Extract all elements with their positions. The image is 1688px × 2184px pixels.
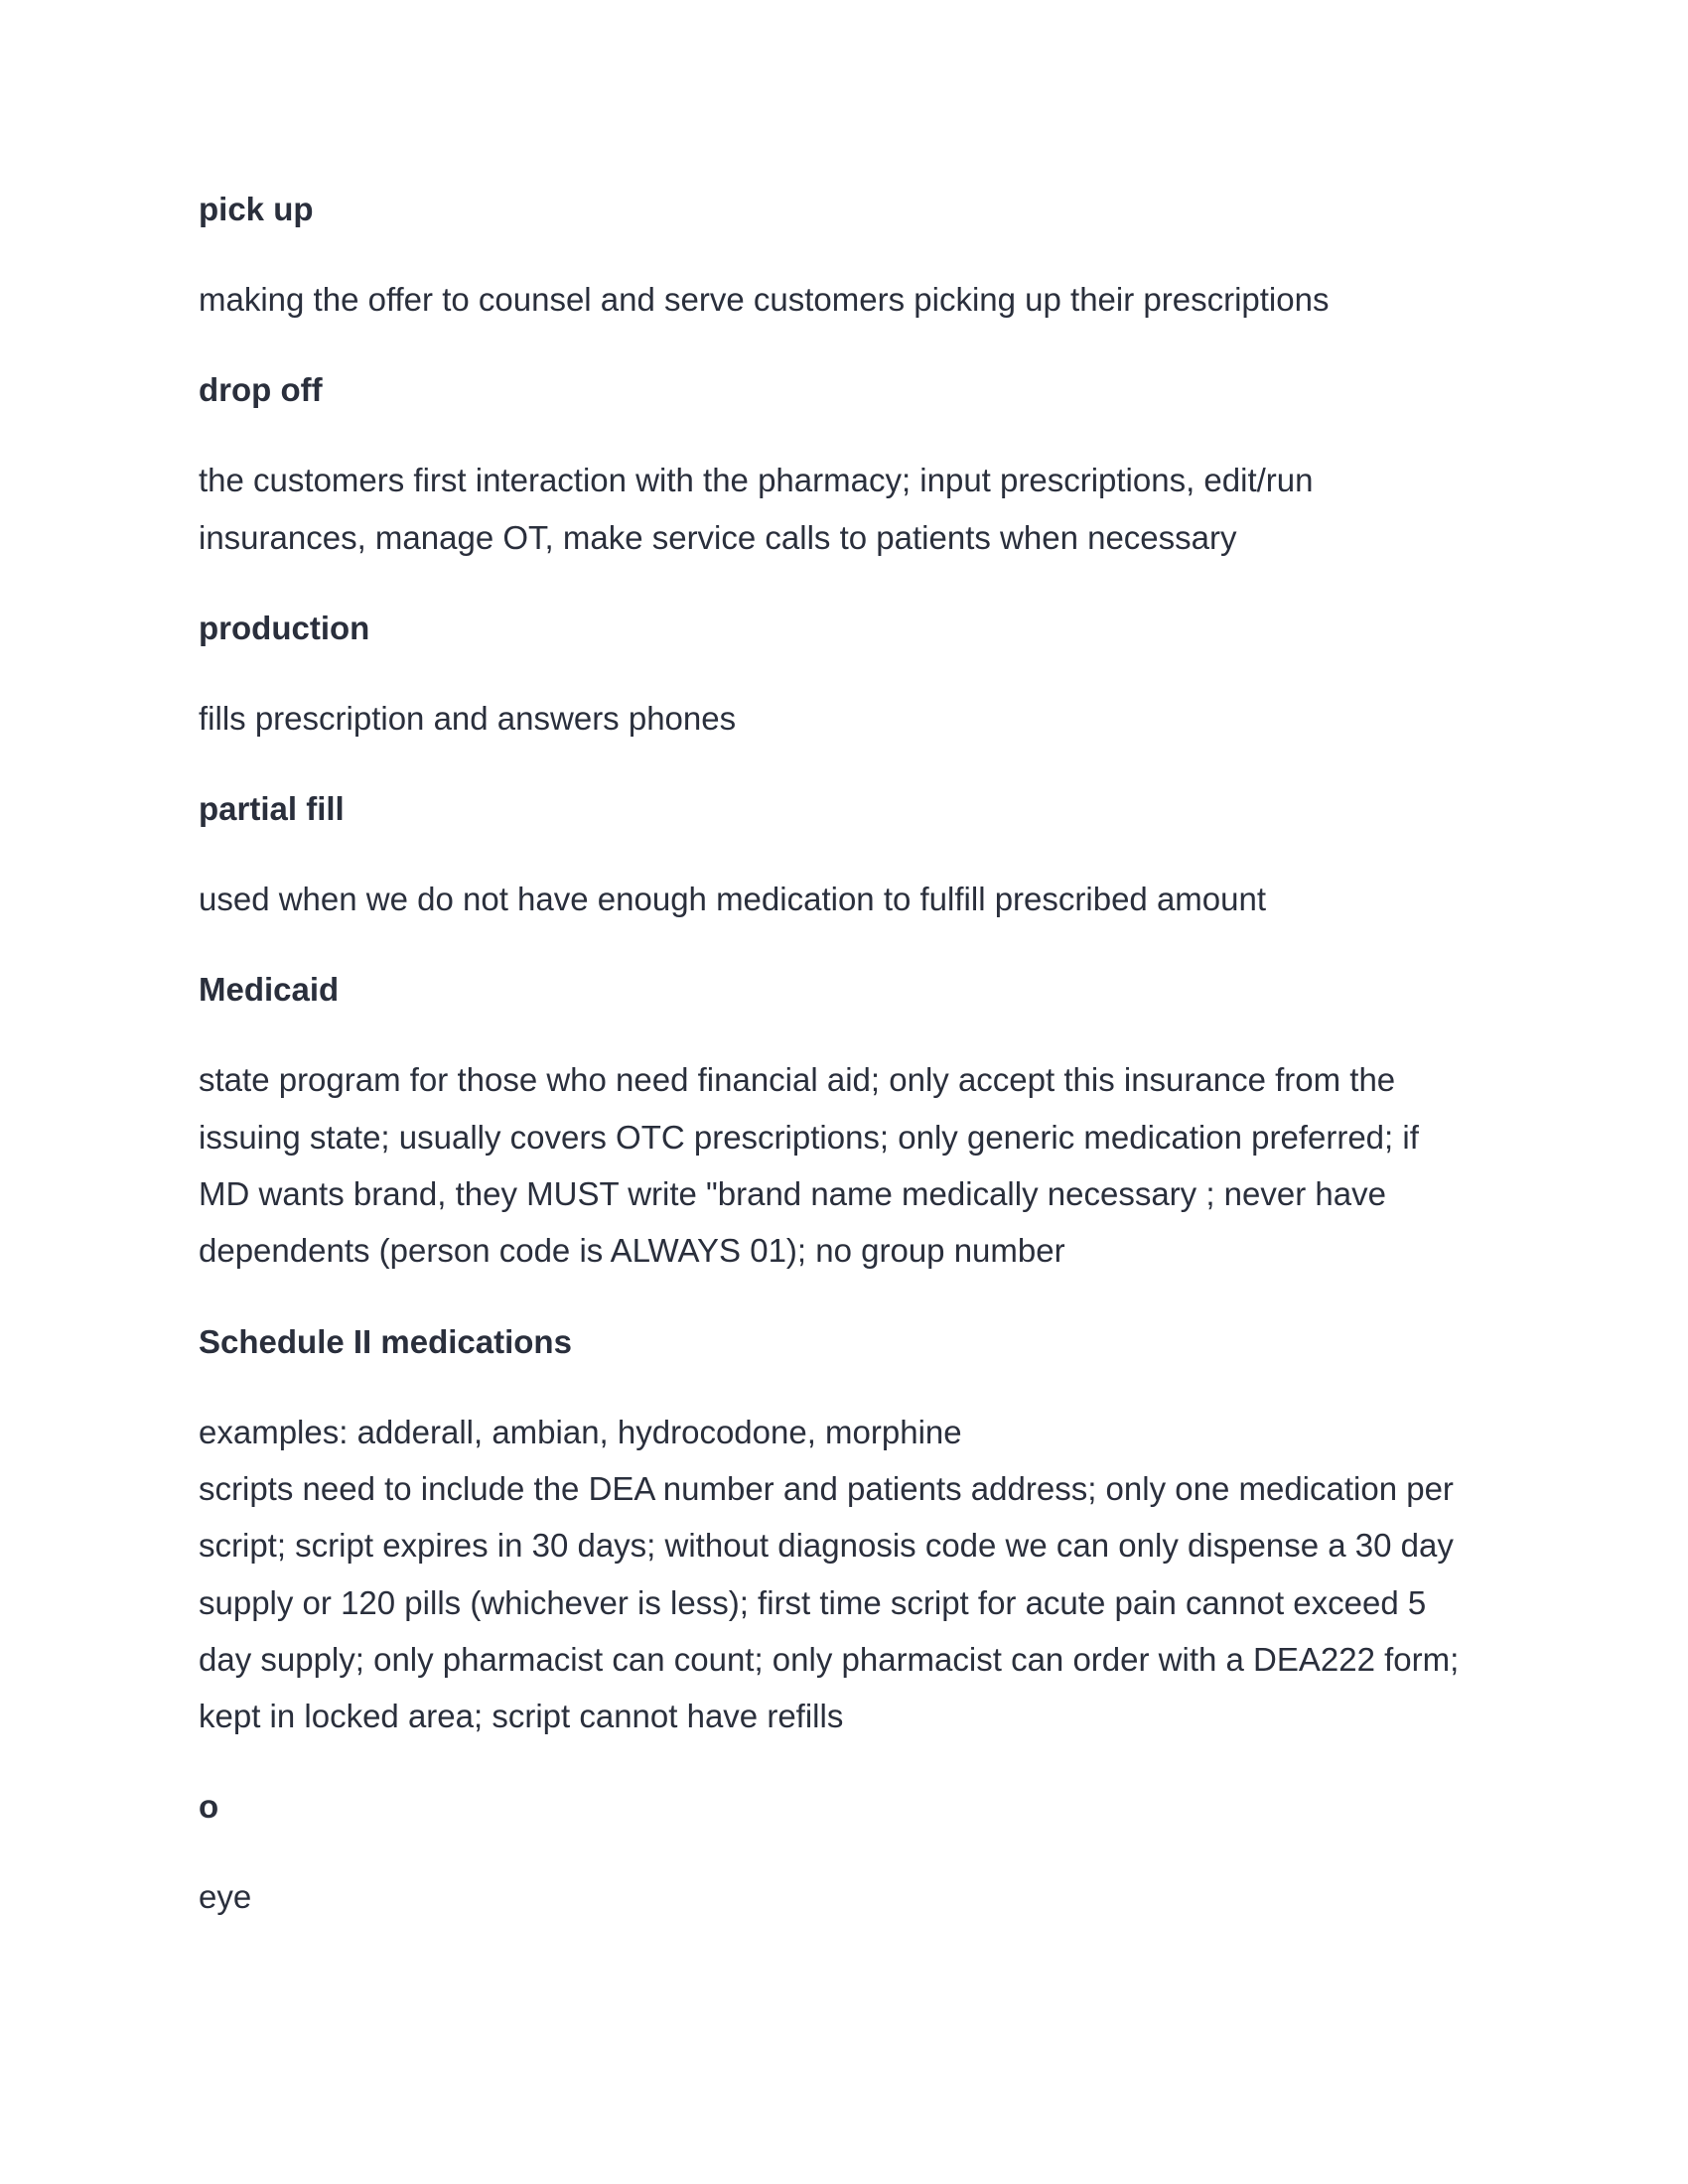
definition-line: scripts need to include the DEA number and patients address; only one medication per [199, 1469, 1454, 1507]
flashcard-document [199, 181, 1489, 1960]
definition-drop-off [199, 452, 1489, 566]
definition-line: used when we do not have enough medication to fulfill prescribed amount [199, 881, 1267, 918]
term-partial-fill: partial fill [199, 790, 345, 828]
term-drop-off: drop off [199, 371, 323, 409]
definition-line: eye [199, 1878, 252, 1916]
definition-production [199, 690, 1489, 747]
definition-line: the customers first interaction with the pharmacy; input prescriptions, edit/run [199, 462, 1314, 499]
definition-line: MD wants brand, they MUST write "brand name medically necessary ; never have [199, 1175, 1386, 1213]
term-pick-up: pick up [199, 191, 314, 227]
definition-o [199, 1868, 1489, 1925]
term-production: production [199, 609, 370, 646]
definition-line: insurances, manage OT, make service calls to patients when necessary [199, 518, 1237, 556]
definition-line: issuing state; usually covers OTC prescriptions; only generic medication preferred; if [199, 1118, 1419, 1156]
term-medicaid: Medicaid [199, 971, 340, 1009]
definition-line: making the offer to counsel and serve customers picking up their prescriptions [199, 281, 1330, 318]
definition-pick-up [199, 271, 1489, 328]
definition-line: script; script expires in 30 days; without diagnosis code we can only dispense a 30 day [199, 1527, 1454, 1565]
term-schedule-ii-medications: Schedule II medications [199, 1322, 572, 1360]
definition-schedule-ii-medications [199, 1404, 1489, 1745]
definition-line: dependents (person code is ALWAYS 01); no group number [199, 1232, 1065, 1270]
definition-line: examples: adderall, ambian, hydrocodone, morphine [199, 1413, 962, 1450]
definition-line: state program for those who need financial aid; only accept this insurance from the [199, 1061, 1396, 1099]
definition-partial-fill [199, 871, 1489, 927]
definition-medicaid [199, 1051, 1489, 1279]
definition-line: fills prescription and answers phones [199, 699, 737, 737]
definition-line: day supply; only pharmacist can count; only pharmacist can order with a DEA222 form; [199, 1640, 1460, 1678]
term-o: o [199, 1788, 219, 1826]
definition-line: supply or 120 pills (whichever is less); first time script for acute pain cannot exceed 5 [199, 1583, 1427, 1621]
definition-line: kept in locked area; script cannot have refills [199, 1698, 844, 1735]
